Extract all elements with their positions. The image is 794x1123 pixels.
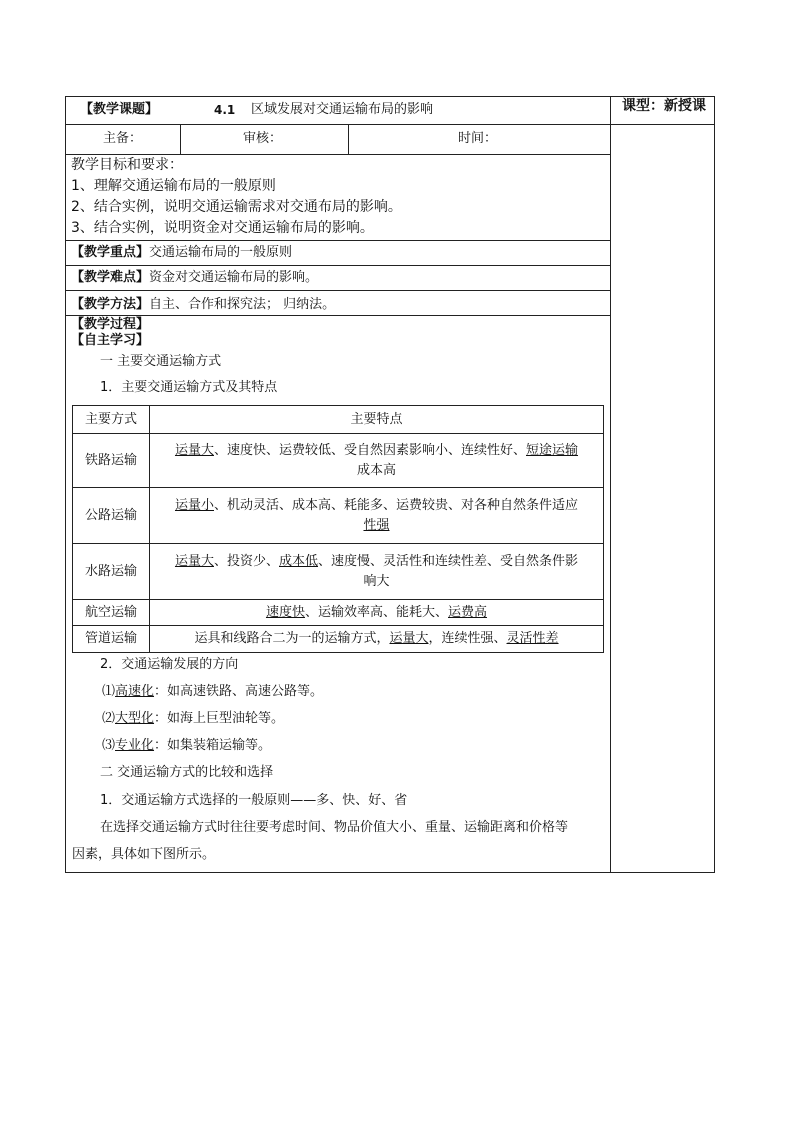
lesson-title: 区域发展对交通运输布局的影响 (251, 102, 434, 117)
underlined-term: 运量小 (174, 497, 214, 513)
course-type-divider (610, 124, 715, 125)
col-divider (180, 124, 181, 154)
difficulty-row (71, 270, 318, 286)
underlined-term: 运费高 (448, 604, 488, 620)
reviewer-label: 审核： (243, 131, 283, 146)
direction-desc: ：如海上巨型油轮等。 (154, 711, 285, 726)
row-divider (65, 290, 611, 291)
mode-cell: 公路运输 (73, 488, 150, 544)
row-divider (65, 315, 611, 316)
column-header: 主要方式 (73, 406, 150, 434)
direction-term: 大型化 (115, 711, 155, 726)
course-type-column (610, 96, 715, 873)
method-row (71, 297, 335, 313)
process-label: 【教学过程】 (71, 317, 150, 332)
underlined-term: 性强 (363, 517, 390, 533)
table-header-row (73, 406, 604, 434)
column-header: 主要特点 (150, 406, 604, 434)
feature-text: 、速度慢、灵活性和连续性差、受自然条件影 (318, 553, 579, 569)
lesson-number: 4.1 (214, 103, 236, 117)
feature-text: 、速度快、运费较低、受自然因素影响小、连续性好、 (213, 442, 526, 458)
section-1-heading: 一 主要交通运输方式 (100, 354, 222, 369)
focus-text: 交通运输布局的一般原则 (149, 245, 293, 260)
direction-term: 专业化 (115, 738, 155, 753)
preparer-label: 主备： (103, 131, 143, 146)
method-text: 自主、合作和探究法； 归纳法。 (149, 297, 336, 312)
difficulty-text: 资金对交通运输布局的影响。 (149, 270, 319, 285)
feature-text: 、运输效率高、能耗大、 (304, 604, 448, 620)
direction-number: ⑶ (102, 738, 116, 753)
direction-item (102, 738, 271, 754)
feature-text: ，连续性强、 (428, 631, 507, 646)
underlined-term: 运量大 (174, 442, 214, 458)
focus-label: 【教学重点】 (71, 245, 150, 260)
feature-text: 、机动灵活、成本高、耗能多、运费较贵、对各种自然条件适应 (214, 497, 579, 513)
features-cell (150, 600, 604, 626)
row-divider (65, 265, 611, 266)
objective-item: 2、结合实例，说明交通运输需求对交通布局的影响。 (71, 199, 402, 215)
row-divider (65, 240, 611, 241)
table-row (73, 544, 604, 600)
feature-text: 成本高 (356, 462, 396, 478)
direction-number: ⑴ (102, 684, 116, 699)
direction-desc: ：如高速铁路、高速公路等。 (154, 684, 324, 699)
direction-item (102, 711, 284, 727)
direction-desc: ：如集装箱运输等。 (154, 738, 272, 753)
objective-item: 3、结合实例，说明资金对交通运输布局的影响。 (71, 220, 374, 236)
transport-modes-table (72, 405, 604, 653)
mode-cell: 水路运输 (73, 544, 150, 600)
table-row (73, 488, 604, 544)
mode-cell: 管道运输 (73, 626, 150, 653)
course-type: 课型：新授课 (622, 98, 706, 114)
features-cell (150, 488, 604, 544)
row-divider (65, 124, 611, 125)
table-row (73, 434, 604, 488)
underlined-term: 运量大 (389, 631, 429, 646)
subsection-2-heading: 2．交通运输发展的方向 (100, 657, 239, 672)
col-divider (348, 124, 349, 154)
features-cell (150, 626, 604, 653)
paragraph-line: 在选择交通运输方式时往往要考虑时间、物品价值大小、重量、运输距离和价格等 (100, 820, 569, 835)
underlined-term: 成本低 (279, 553, 319, 569)
method-label: 【教学方法】 (71, 297, 150, 312)
table-row (73, 600, 604, 626)
underlined-term: 运量大 (174, 553, 214, 569)
underlined-term: 速度快 (265, 604, 305, 620)
section-2-heading: 二 交通运输方式的比较和选择 (100, 765, 274, 780)
mode-cell: 航空运输 (73, 600, 150, 626)
underlined-term: 灵活性差 (506, 631, 559, 646)
time-label: 时间： (458, 131, 498, 146)
objective-item: 1、理解交通运输布局的一般原则 (71, 178, 276, 194)
paragraph-line: 因素，具体如下图所示。 (72, 847, 216, 862)
direction-number: ⑵ (102, 711, 116, 726)
focus-row (71, 245, 292, 261)
features-cell (150, 434, 604, 488)
subsection-1-heading: 1．主要交通运输方式及其特点 (100, 380, 278, 395)
direction-term: 高速化 (115, 684, 155, 699)
difficulty-label: 【教学难点】 (71, 270, 150, 285)
feature-text: 、投资少、 (213, 553, 279, 569)
row-divider (65, 154, 611, 155)
feature-text: 响大 (363, 573, 390, 589)
mode-cell: 铁路运输 (73, 434, 150, 488)
underlined-term: 短途运输 (526, 442, 579, 458)
self-study-label: 【自主学习】 (71, 333, 150, 348)
features-cell (150, 544, 604, 600)
table-row (73, 626, 604, 653)
objectives-heading: 教学目标和要求： (71, 157, 183, 173)
lesson-title-label: 【教学课题】 (80, 102, 159, 117)
direction-item (102, 684, 323, 700)
subsection-3-heading: 1．交通运输方式选择的一般原则——多、快、好、省 (100, 793, 408, 808)
feature-text: 运具和线路合二为一的运输方式， (194, 631, 390, 646)
